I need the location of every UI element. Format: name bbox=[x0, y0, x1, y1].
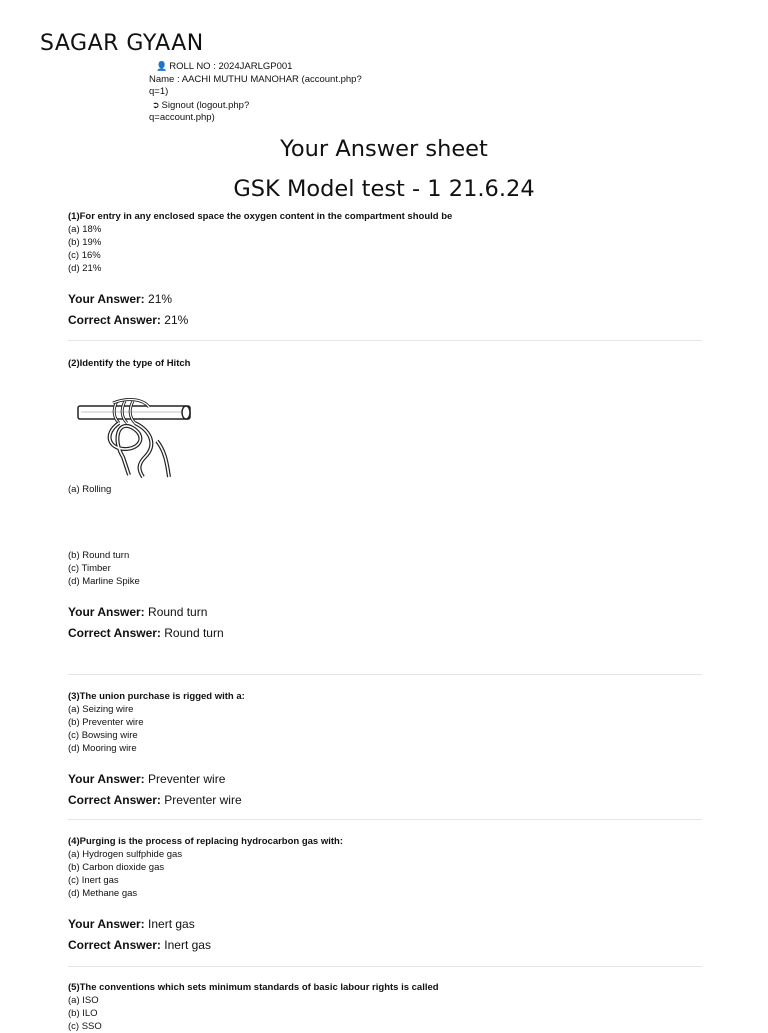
option-c: (c) Bowsing wire bbox=[68, 730, 138, 741]
question-text: (5)The conventions which sets minimum standards of basic labour rights is called bbox=[68, 982, 439, 993]
option-c: (c) SSO bbox=[68, 1021, 102, 1032]
option-c: (c) 16% bbox=[68, 250, 101, 261]
option-b: (b) Preventer wire bbox=[68, 717, 144, 728]
option-d: (d) 21% bbox=[68, 263, 102, 274]
option-d: (d) Methane gas bbox=[68, 888, 138, 899]
option-c: (c) Inert gas bbox=[68, 875, 119, 886]
option-a: (a) Seizing wire bbox=[68, 704, 134, 715]
brand-logo[interactable]: SAGAR GYAAN bbox=[40, 31, 204, 56]
question-3 bbox=[68, 690, 702, 810]
option-c: (c) Timber bbox=[68, 563, 111, 574]
correct-answer bbox=[68, 790, 702, 811]
option-a: (a) ISO bbox=[68, 995, 99, 1006]
your-answer-label: Your Answer: bbox=[68, 292, 145, 306]
question-1 bbox=[68, 210, 702, 330]
question-text: (1)For entry in any enclosed space the oxygen content in the compartment should be bbox=[68, 211, 453, 222]
hitch-knot-image bbox=[73, 379, 193, 479]
option-b: (b) Round turn bbox=[68, 550, 130, 561]
divider bbox=[68, 674, 702, 675]
user-icon: 👤 bbox=[156, 61, 168, 71]
test-title: GSK Model test - 1 21.6.24 bbox=[233, 176, 535, 202]
option-a: (a) Hydrogen sulfphide gas bbox=[68, 849, 183, 860]
correct-answer-value: Preventer wire bbox=[164, 792, 242, 807]
correct-answer bbox=[68, 935, 702, 956]
your-answer bbox=[68, 602, 702, 623]
option-a: (a) 18% bbox=[68, 224, 102, 235]
your-answer-label: Your Answer: bbox=[68, 772, 145, 786]
your-answer-label: Your Answer: bbox=[68, 917, 145, 931]
your-answer-value: 21% bbox=[148, 292, 173, 306]
correct-answer bbox=[68, 623, 702, 644]
correct-answer-value: Round turn bbox=[164, 625, 224, 640]
roll-number bbox=[149, 60, 409, 74]
signout-link-line2[interactable]: q=account.php) bbox=[149, 112, 215, 123]
correct-answer-label: Correct Answer: bbox=[68, 792, 161, 807]
question-2 bbox=[68, 357, 702, 643]
correct-answer-label: Correct Answer: bbox=[68, 312, 161, 327]
answer-block bbox=[68, 769, 702, 810]
answer-block bbox=[68, 914, 702, 955]
account-link[interactable] bbox=[149, 74, 409, 99]
option-b: (b) 19% bbox=[68, 237, 102, 248]
account-link-line1[interactable]: Name : AACHI MUTHU MANOHAR (account.php? bbox=[149, 73, 362, 85]
signout-icon[interactable]: ➲ bbox=[152, 99, 160, 110]
option-a: (a) Rolling bbox=[68, 484, 112, 495]
correct-answer-label: Correct Answer: bbox=[68, 625, 161, 640]
question-5 bbox=[68, 981, 702, 1033]
your-answer-value: Inert gas bbox=[148, 917, 195, 931]
signout-link[interactable] bbox=[149, 99, 409, 125]
correct-answer-value: 21% bbox=[164, 312, 189, 327]
question-text: (4)Purging is the process of replacing hydrocarbon gas with: bbox=[68, 836, 344, 847]
your-answer bbox=[68, 914, 702, 935]
divider bbox=[68, 819, 702, 820]
roll-number-text: ROLL NO : 2024JARLGP001 bbox=[169, 61, 293, 72]
answer-block bbox=[68, 602, 702, 643]
option-d: (d) Mooring wire bbox=[68, 743, 137, 754]
option-b: (b) ILO bbox=[68, 1008, 98, 1019]
your-answer-label: Your Answer: bbox=[68, 605, 145, 619]
user-info bbox=[149, 60, 409, 125]
question-4 bbox=[68, 835, 702, 955]
account-link-line2[interactable]: q=1) bbox=[149, 86, 169, 97]
your-answer bbox=[68, 289, 702, 310]
option-d: (d) Marline Spike bbox=[68, 576, 140, 587]
your-answer-value: Round turn bbox=[148, 605, 208, 619]
page-title: Your Answer sheet bbox=[280, 136, 488, 162]
divider bbox=[68, 340, 702, 341]
question-text: (2)Identify the type of Hitch bbox=[68, 358, 191, 369]
question-text: (3)The union purchase is rigged with a: bbox=[68, 691, 245, 702]
answer-block bbox=[68, 289, 702, 330]
your-answer bbox=[68, 769, 702, 790]
correct-answer-label: Correct Answer: bbox=[68, 937, 161, 952]
correct-answer-value: Inert gas bbox=[164, 937, 211, 952]
signout-link-line1[interactable]: Signout (logout.php? bbox=[161, 99, 250, 111]
option-b: (b) Carbon dioxide gas bbox=[68, 862, 165, 873]
divider bbox=[68, 966, 702, 967]
correct-answer bbox=[68, 310, 702, 331]
your-answer-value: Preventer wire bbox=[148, 772, 226, 786]
